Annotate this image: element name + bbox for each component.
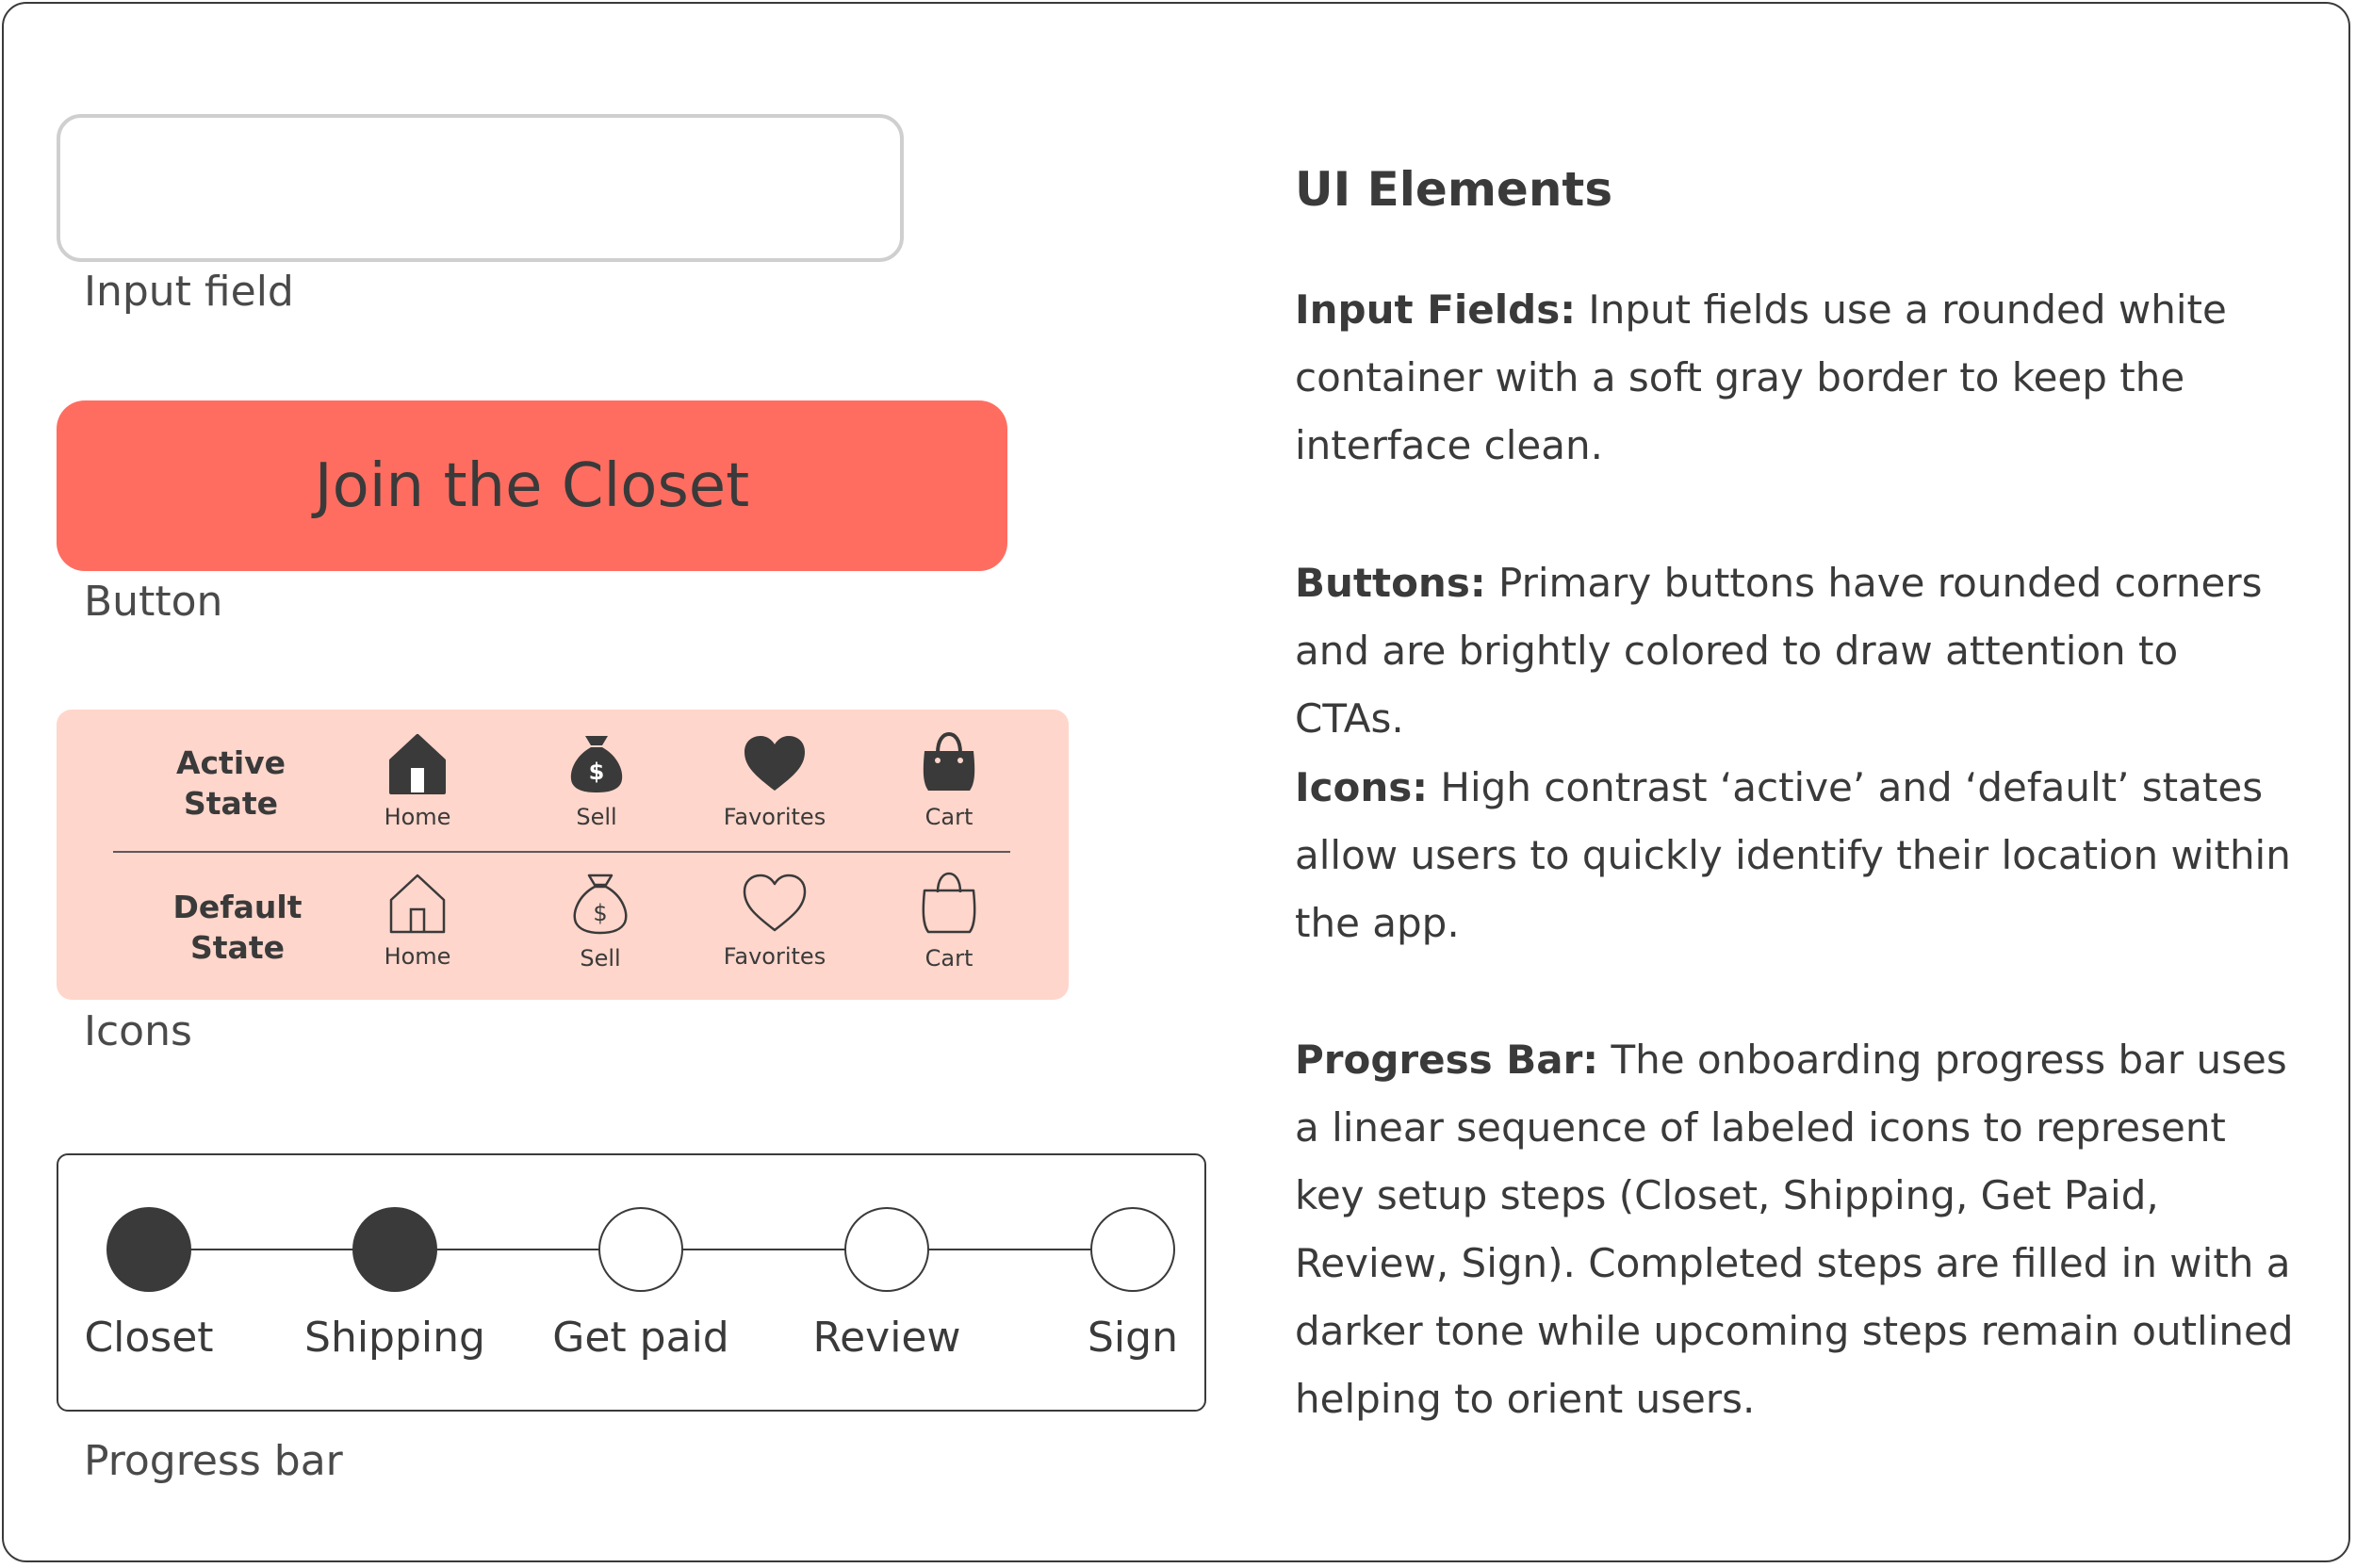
- input-field-caption: Input field: [84, 268, 294, 316]
- buttons-note-title: Buttons:: [1295, 560, 1486, 606]
- buttons-note: [1295, 549, 2294, 753]
- example-input-field[interactable]: [57, 114, 904, 262]
- join-closet-button[interactable]: Join the Closet: [57, 400, 1007, 571]
- active-cart-item[interactable]: [864, 732, 1034, 830]
- default-favorites-label: Favorites: [723, 943, 826, 970]
- progress-bar-caption: Progress bar: [84, 1437, 343, 1485]
- heart-outline-icon: [742, 872, 808, 934]
- icons-note: [1295, 754, 2294, 957]
- default-cart-label: Cart: [924, 945, 973, 972]
- heart-icon: [742, 732, 808, 794]
- shopping-bag-outline-icon: [919, 872, 979, 936]
- active-home-item[interactable]: [333, 732, 502, 830]
- default-sell-label: Sell: [580, 945, 621, 972]
- buttons-note-body: Primary buttons have rounded corners and are brightly colored to draw attention to CTAs.: [1295, 560, 2263, 742]
- progress-step-get-paid-circle: [599, 1208, 682, 1291]
- button-caption: Button: [84, 578, 223, 626]
- icons-panel: [57, 710, 1069, 1000]
- active-cart-label: Cart: [924, 804, 973, 830]
- default-home-item[interactable]: [333, 872, 502, 970]
- default-home-label: Home: [384, 943, 451, 970]
- active-sell-item[interactable]: [512, 732, 681, 830]
- home-outline-icon: [387, 872, 448, 934]
- default-state-label: [124, 887, 351, 968]
- progress-bar-note: [1295, 1026, 2294, 1433]
- active-state-label: [118, 743, 344, 824]
- input-fields-note-body: Input fields use a rounded white container with a soft gray border to keep the interface clean.: [1295, 286, 2227, 468]
- progress-step-review-label: Review: [812, 1314, 961, 1362]
- progress-step-get-paid-label: Get paid: [552, 1314, 729, 1362]
- default-state-label-line1: Default: [172, 889, 303, 925]
- progress-step-shipping-circle: [353, 1208, 436, 1291]
- progress-bar: [57, 1153, 1206, 1412]
- active-favorites-label: Favorites: [723, 804, 826, 830]
- active-home-label: Home: [384, 804, 451, 830]
- progress-step-sign-circle: [1091, 1208, 1174, 1291]
- svg-text:$: $: [588, 759, 605, 785]
- ui-elements-heading: UI Elements: [1295, 162, 1613, 217]
- progress-step-sign-label: Sign: [1088, 1314, 1178, 1362]
- progress-step-closet-label: Closet: [84, 1314, 214, 1362]
- progress-track: [58, 1155, 1204, 1410]
- default-state-label-line2: State: [190, 929, 285, 966]
- money-bag-outline-icon: [570, 872, 630, 936]
- progress-step-shipping-label: Shipping: [304, 1314, 485, 1362]
- icons-note-body: High contrast ‘active’ and ‘default’ states allow users to quickly identify their location within the app.: [1295, 764, 2291, 946]
- svg-text:$: $: [593, 900, 608, 926]
- input-fields-note: [1295, 276, 2294, 480]
- money-bag-icon: [566, 732, 627, 794]
- active-state-label-line2: State: [184, 785, 278, 822]
- active-sell-label: Sell: [576, 804, 617, 830]
- default-cart-item[interactable]: [864, 872, 1034, 972]
- active-favorites-item[interactable]: [690, 732, 859, 830]
- default-favorites-item[interactable]: [690, 872, 859, 970]
- default-sell-item[interactable]: [515, 872, 685, 972]
- progress-bar-note-body: The onboarding progress bar uses a linear sequence of labeled icons to represent key setup steps (Closet, Shipping, Get Paid, Review, Sign). Completed steps are filled in with a darker tone while upcoming steps remain outlined helping to orient users.: [1295, 1037, 2294, 1422]
- progress-step-closet-circle: [107, 1208, 190, 1291]
- input-fields-note-title: Input Fields:: [1295, 286, 1577, 333]
- icons-caption: Icons: [84, 1007, 192, 1055]
- progress-bar-note-title: Progress Bar:: [1295, 1037, 1599, 1083]
- shopping-bag-icon: [919, 732, 979, 794]
- state-divider: [113, 851, 1010, 853]
- active-state-label-line1: Active: [175, 744, 286, 781]
- icons-note-title: Icons:: [1295, 764, 1429, 810]
- progress-step-review-circle: [845, 1208, 928, 1291]
- home-icon: [387, 732, 448, 794]
